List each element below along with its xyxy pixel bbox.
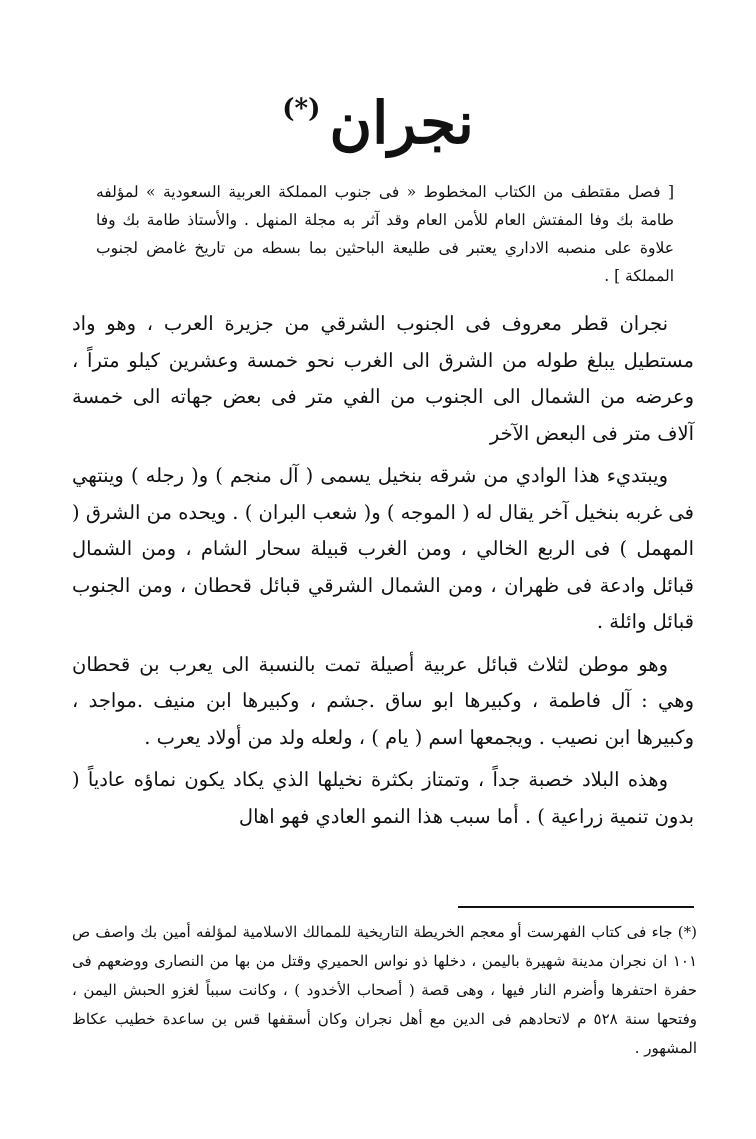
- paragraph-4: وهذه البلاد خصبة جداً ، وتمتاز بكثرة نخيلها الذي يكاد يكون نماؤه عادياً ( بدون تنمية زراعية ) . أما سبب هذا النمو العادي فهو اهال: [72, 768, 694, 828]
- paragraph-1: نجران قطر معروف فى الجنوب الشرقي من جزيرة العرب ، وهو واد مستطيل يبلغ طوله من الشرق الى الغرب نحو خمسة وعشرين كيلو متراً ، وعرضه من الشمال الى الجنوب من الفي متر فى بعض جهاته الى خمسة آلاف متر فى البعض الآخر: [72, 312, 694, 445]
- title-block: [0, 89, 756, 157]
- page-title: نجران: [329, 89, 474, 157]
- footnote-text: (*) جاء فى كتاب الفهرست أو معجم الخريطة التاريخية للممالك الاسلامية لمؤلفه أمين بك واصف ص ١٠١ ان نجران مدينة شهيرة باليمن ، دخلها ذو نواس الحميري وقتل من بها من النصارى ووضعهم فى حفرة احتفرها وأضرم النار فيها ، وهى قصة ( أصحاب الأخدود ) ، وكانت سبباً لغزو الحبش اليمن ، وفتحها سنة ٥٢٨ م لاتحادهم فى الدين مع أهل نجران وكان أسقفها قس بن ساعدة خطيب عكاظ المشهور .: [72, 923, 697, 1057]
- paragraph-3: وهو موطن لثلاث قبائل عربية أصيلة تمت بالنسبة الى يعرب بن قحطان وهي : آل فاطمة ، وكبيرها ابو ساق .جشم ، وكبيرها ابن منيف .مواجد ، وكبيرها ابن نصيب . ويجمعها اسم ( يام ) ، ولعله ولد من أولاد يعرب .: [72, 652, 694, 749]
- footnote-divider: [458, 906, 694, 908]
- article-body: [72, 306, 694, 841]
- footnote-marker: (*): [282, 94, 321, 124]
- intro-note: [ فصل مقتطف من الكتاب المخطوط « فى جنوب المملكة العربية السعودية » لمؤلفه طامة بك وفا المفتش العام للأمن العام وقد آثر به مجلة المنهل . والأستاذ طامة بك وفا علاوة على منصبه الاداري يعتبر فى طليعة الباحثين بما بسطه من تاريخ غامض لجنوب المملكة ] .: [96, 183, 674, 285]
- paragraph-2: ويبتديء هذا الوادي من شرقه بنخيل يسمى ( آل منجم ) و( رجله ) وينتهي فى غربه بنخيل آخر يقال له ( الموجه ) و( شعب البران ) . ويحده من الشرق ( المهمل ) فى الربع الخالي ، ومن الغرب قبيلة سحار الشام ، ومن الشمال قبائل وادعة فى ظهران ، ومن الشمال الشرقي قبائل قحطان ، ومن الجنوب قبائل وائلة .: [72, 464, 694, 633]
